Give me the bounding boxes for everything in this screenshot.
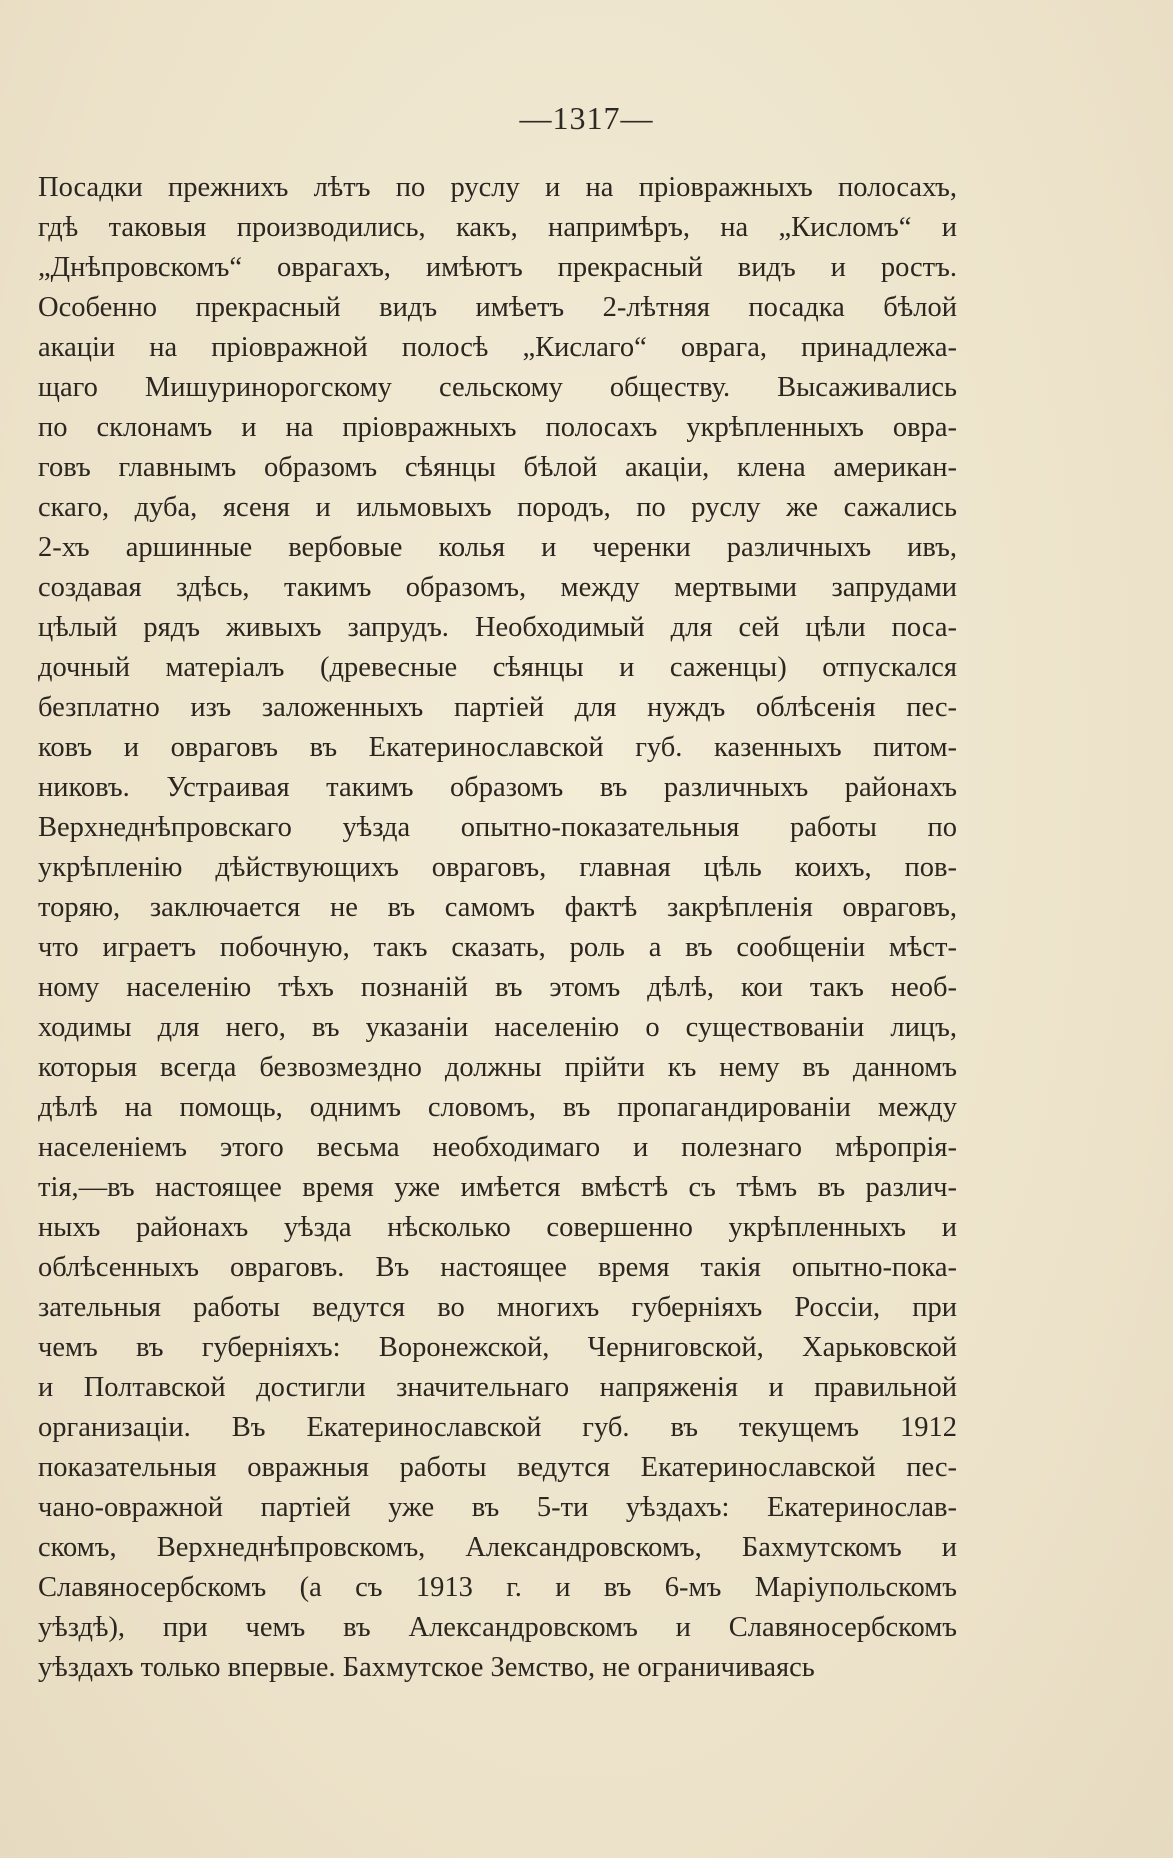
text-line: Посадки прежнихъ лѣтъ по руслу и на прiовражныхъ полосахъ, (38, 172, 957, 203)
text-line: облѣсенныхъ овраговъ. Въ настоящее время такiя опытно-пока- (38, 1252, 957, 1283)
text-line: показательныя овражныя работы ведутся Екатеринославской пес- (38, 1452, 957, 1483)
text-line: торяю, заключается не въ самомъ фактѣ закрѣпленiя овраговъ, (38, 892, 957, 923)
text-line: организацiи. Въ Екатеринославской губ. въ текущемъ 1912 (38, 1412, 957, 1443)
text-line: никовъ. Устраивая такимъ образомъ въ различныхъ районахъ (38, 772, 957, 803)
text-line: по склонамъ и на прiовражныхъ полосахъ укрѣпленныхъ овра- (38, 412, 957, 443)
text-line: ходимы для него, въ указанiи населенiю о существованiи лицъ, (38, 1012, 957, 1043)
text-line: скаго, дуба, ясеня и ильмовыхъ породъ, по руслу же сажались (38, 492, 957, 523)
text-line: уѣздѣ), при чемъ въ Александровскомъ и Славяносербскомъ (38, 1612, 957, 1643)
text-line: гдѣ таковыя производились, какъ, напримѣръ, на „Кисломъ“ и (38, 212, 957, 243)
text-line: щаго Мишуринорогскому сельскому обществу. Высаживались (38, 372, 957, 403)
text-line: говъ главнымъ образомъ сѣянцы бѣлой акацiи, клена американ- (38, 452, 957, 483)
text-line: ныхъ районахъ уѣзда нѣсколько совершенно укрѣпленныхъ и (38, 1212, 957, 1243)
text-line: скомъ, Верхнеднѣпровскомъ, Александровскомъ, Бахмутскомъ и (38, 1532, 957, 1563)
text-line: чемъ въ губернiяхъ: Воронежской, Черниговской, Харьковской (38, 1332, 957, 1363)
text-line: и Полтавской достигли значительнаго напряженiя и правильной (38, 1372, 957, 1403)
text-line: дѣлѣ на помощь, однимъ словомъ, въ пропагандированiи между (38, 1092, 957, 1123)
text-line: чано-овражной партiей уже въ 5-ти уѣздахъ: Екатеринослав- (38, 1492, 957, 1523)
text-line: зательныя работы ведутся во многихъ губернiяхъ Россiи, при (38, 1292, 957, 1323)
text-line: безплатно изъ заложенныхъ партiей для нуждъ облѣсенiя пес- (38, 692, 957, 723)
text-line: цѣлый рядъ живыхъ запрудъ. Необходимый для сей цѣли поса- (38, 612, 957, 643)
text-line: ному населенiю тѣхъ познанiй въ этомъ дѣлѣ, кои такъ необ- (38, 972, 957, 1003)
text-line: уѣздахъ только впервые. Бахмутское Земство, не ограничиваясь (38, 1652, 815, 1683)
text-line: „Днѣпровскомъ“ оврагахъ, имѣютъ прекрасный видъ и ростъ. (38, 252, 957, 283)
text-line: укрѣпленiю дѣйствующихъ овраговъ, главная цѣль коихъ, пов- (38, 852, 957, 883)
text-line: которыя всегда безвозмездно должны прiйти къ нему въ данномъ (38, 1052, 957, 1083)
text-line: акацiи на прiовражной полосѣ „Кислаго“ оврага, принадлежа- (38, 332, 957, 363)
text-line: создавая здѣсь, такимъ образомъ, между мертвыми запрудами (38, 572, 957, 603)
text-line: 2-хъ аршинные вербовые колья и черенки различныхъ ивъ, (38, 532, 957, 563)
page-number: —1317— (519, 100, 654, 136)
text-line: Славяносербскомъ (а съ 1913 г. и въ 6-мъ Марiупольскомъ (38, 1572, 957, 1603)
body-text (38, 168, 957, 1688)
text-line: тiя,—въ настоящее время уже имѣется вмѣстѣ съ тѣмъ въ различ- (38, 1172, 957, 1203)
text-line: ковъ и овраговъ въ Екатеринославской губ. казенныхъ питом- (38, 732, 957, 763)
text-line: дочный матерiалъ (древесные сѣянцы и саженцы) отпускался (38, 652, 957, 683)
text-line: населенiемъ этого весьма необходимаго и полезнаго мѣропрiя- (38, 1132, 957, 1163)
text-line: Верхнеднѣпровскаго уѣзда опытно-показательныя работы по (38, 812, 957, 843)
text-line: что играетъ побочную, такъ сказать, роль а въ сообщенiи мѣст- (38, 932, 957, 963)
text-line: Особенно прекрасный видъ имѣетъ 2-лѣтняя посадка бѣлой (38, 292, 957, 323)
